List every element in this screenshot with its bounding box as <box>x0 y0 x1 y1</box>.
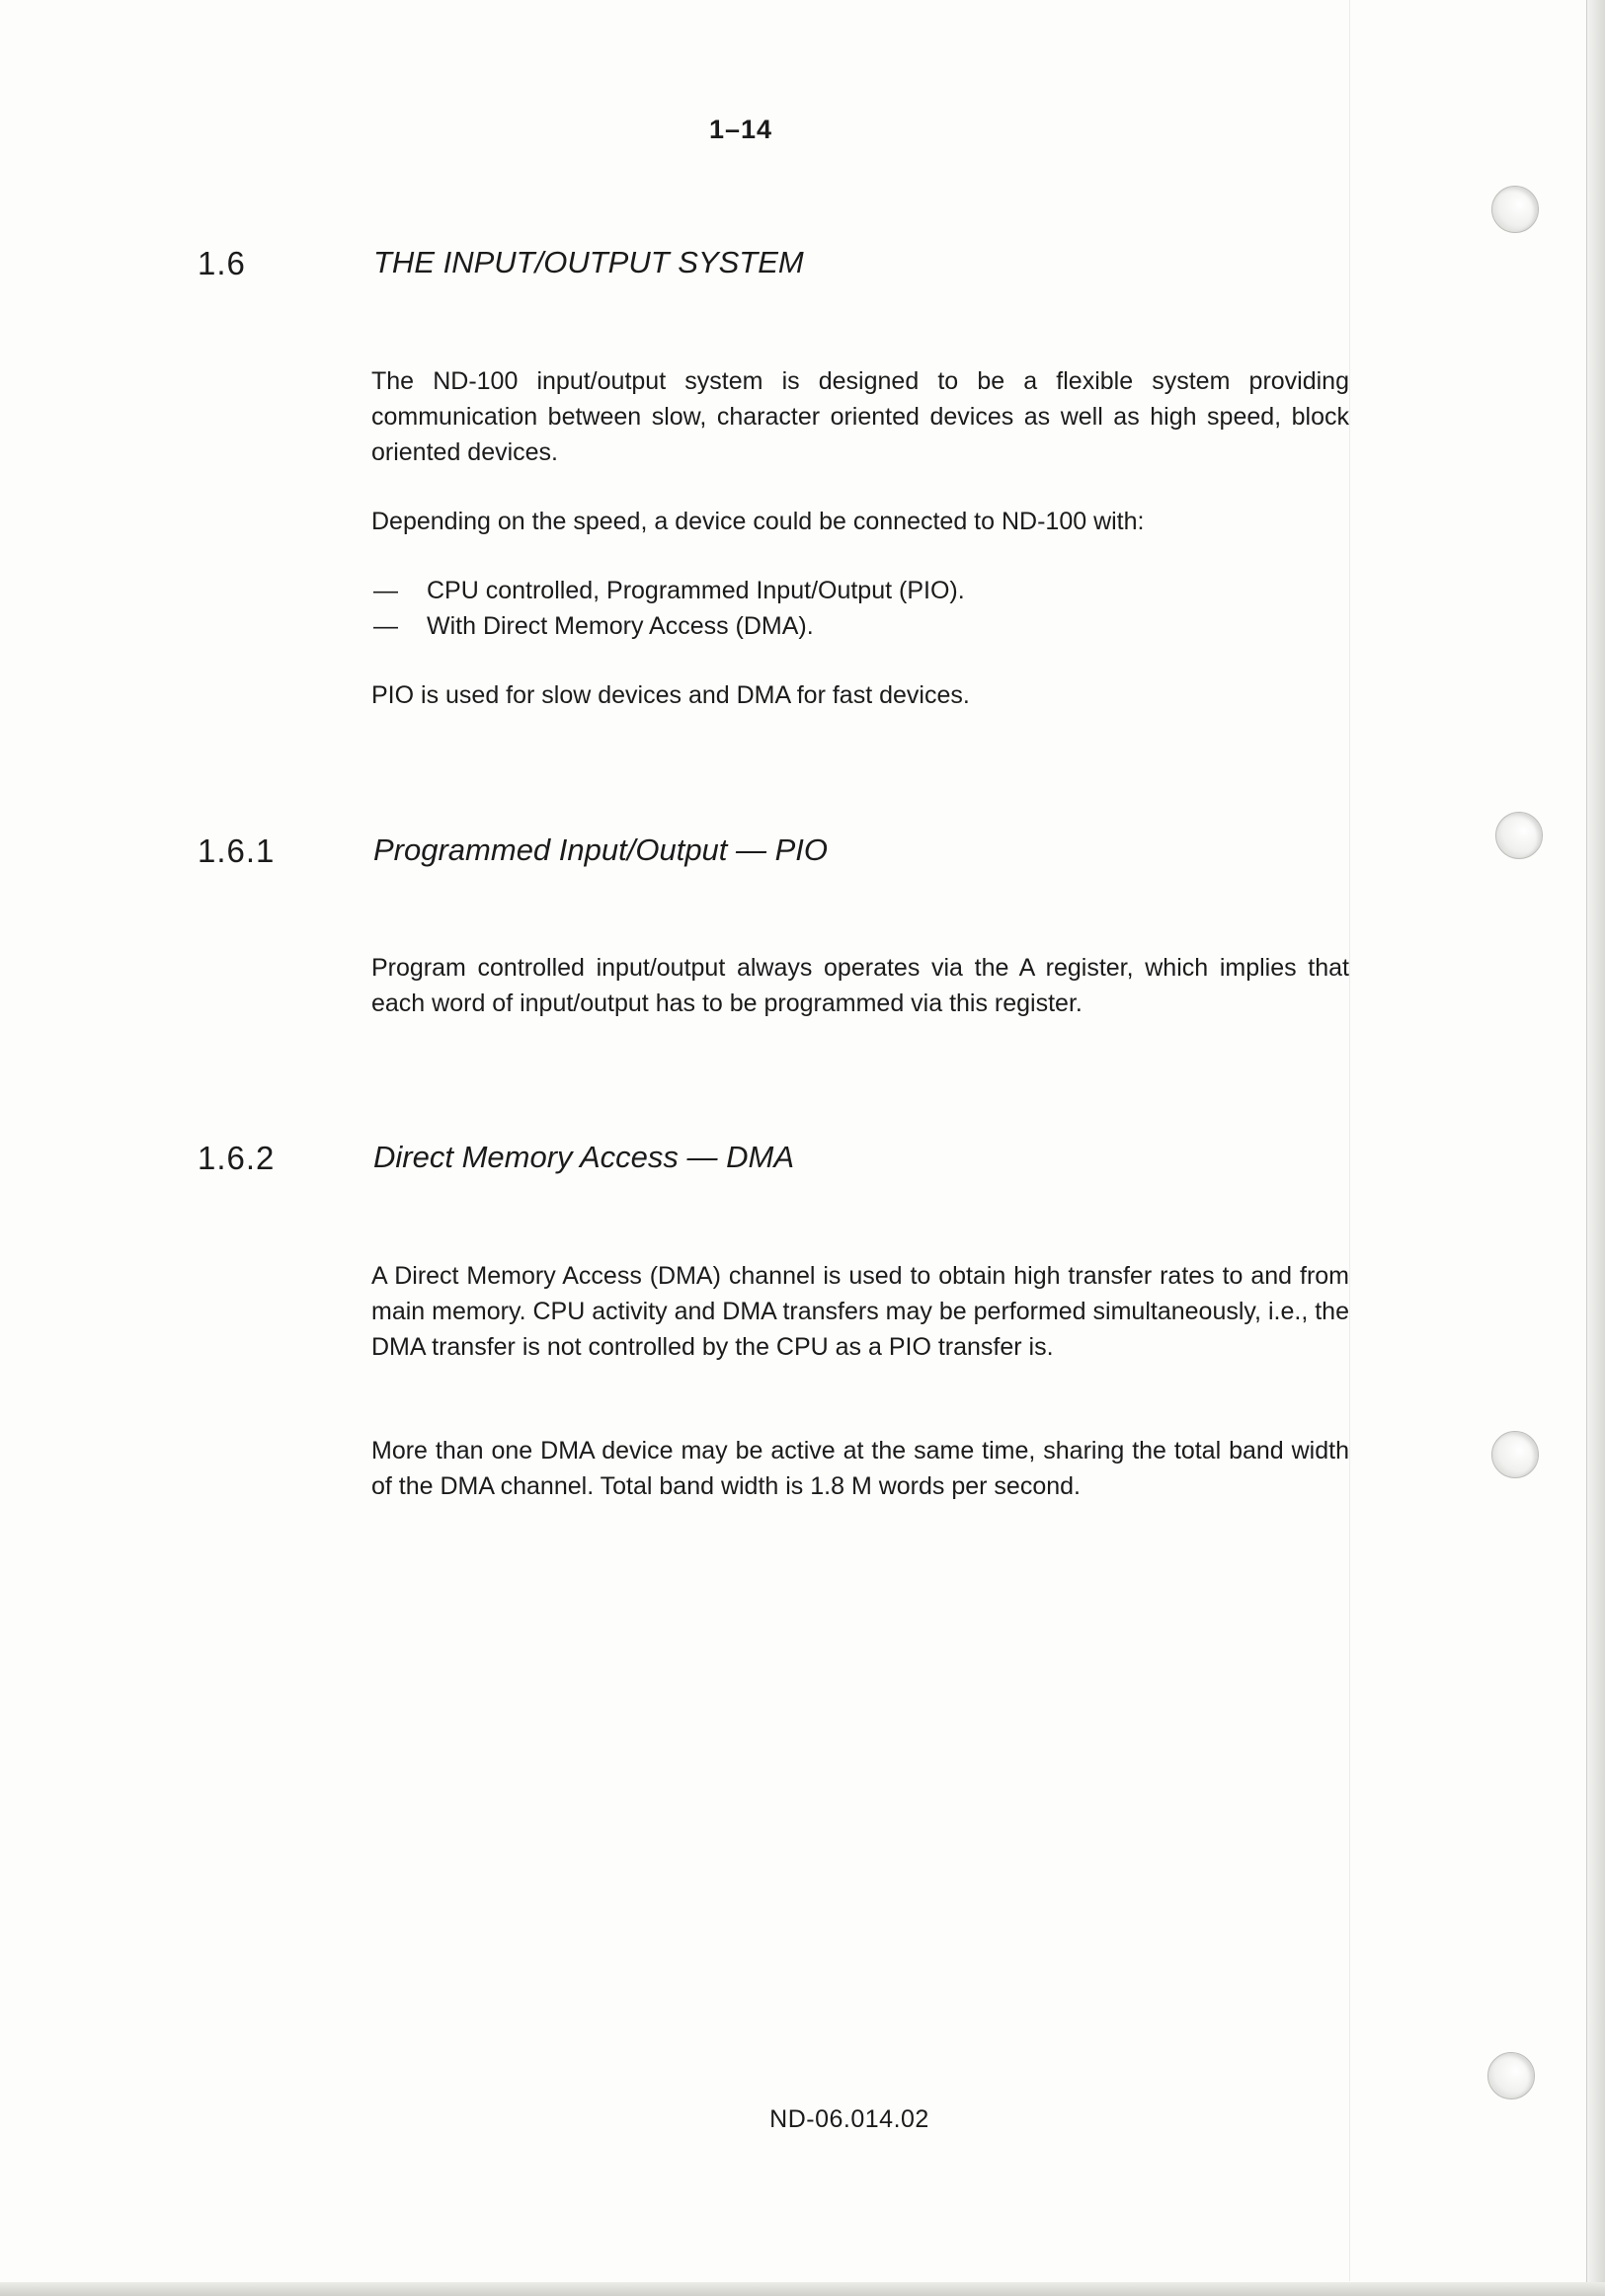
section-number: 1.6.2 <box>198 1140 276 1176</box>
paragraph: More than one DMA device may be active at the same time, sharing the total band width of the DMA channel. Total band width is 1.8 M words per second. <box>371 1437 1349 1500</box>
binder-hole-icon <box>1491 186 1539 233</box>
paragraph: Program controlled input/output always operates via the A register, which implies that each word of input/output has to be programmed via this register. <box>371 954 1349 1017</box>
page-bottom-edge <box>0 2282 1605 2296</box>
page-number: 1–14 <box>708 115 773 144</box>
paragraph: A Direct Memory Access (DMA) channel is used to obtain high transfer rates to and from main memory. CPU activity and DMA transfers may be performed simultaneously, i.e., the DMA transfer is not controlled by the CPU as a PIO transfer is. <box>371 1262 1349 1361</box>
list-item <box>373 608 814 644</box>
paragraph: Depending on the speed, a device could be connected to ND-100 with: <box>371 508 1145 535</box>
paragraph: PIO is used for slow devices and DMA for fast devices. <box>371 681 970 709</box>
section-title: THE INPUT/OUTPUT SYSTEM <box>373 245 804 279</box>
list-item-text: With Direct Memory Access (DMA). <box>427 612 814 640</box>
margin-line <box>1349 0 1350 2281</box>
page-right-edge <box>1586 0 1605 2296</box>
binder-hole-icon <box>1487 2052 1535 2099</box>
bullet-dash: — <box>373 612 398 640</box>
section-number: 1.6.1 <box>198 832 276 869</box>
section-title: Programmed Input/Output — PIO <box>373 832 829 867</box>
list-item-text: CPU controlled, Programmed Input/Output (PIO). <box>427 577 965 604</box>
binder-hole-icon <box>1495 812 1543 859</box>
document-code: ND-06.014.02 <box>769 2105 929 2133</box>
list-item <box>373 573 965 608</box>
paragraph: The ND-100 input/output system is designed to be a flexible system providing communication between slow, character oriented devices as well as high speed, block oriented devices. <box>371 367 1349 466</box>
bullet-dash: — <box>373 577 398 604</box>
section-number: 1.6 <box>198 245 246 281</box>
section-title: Direct Memory Access — DMA <box>373 1140 795 1174</box>
binder-hole-icon <box>1491 1431 1539 1478</box>
